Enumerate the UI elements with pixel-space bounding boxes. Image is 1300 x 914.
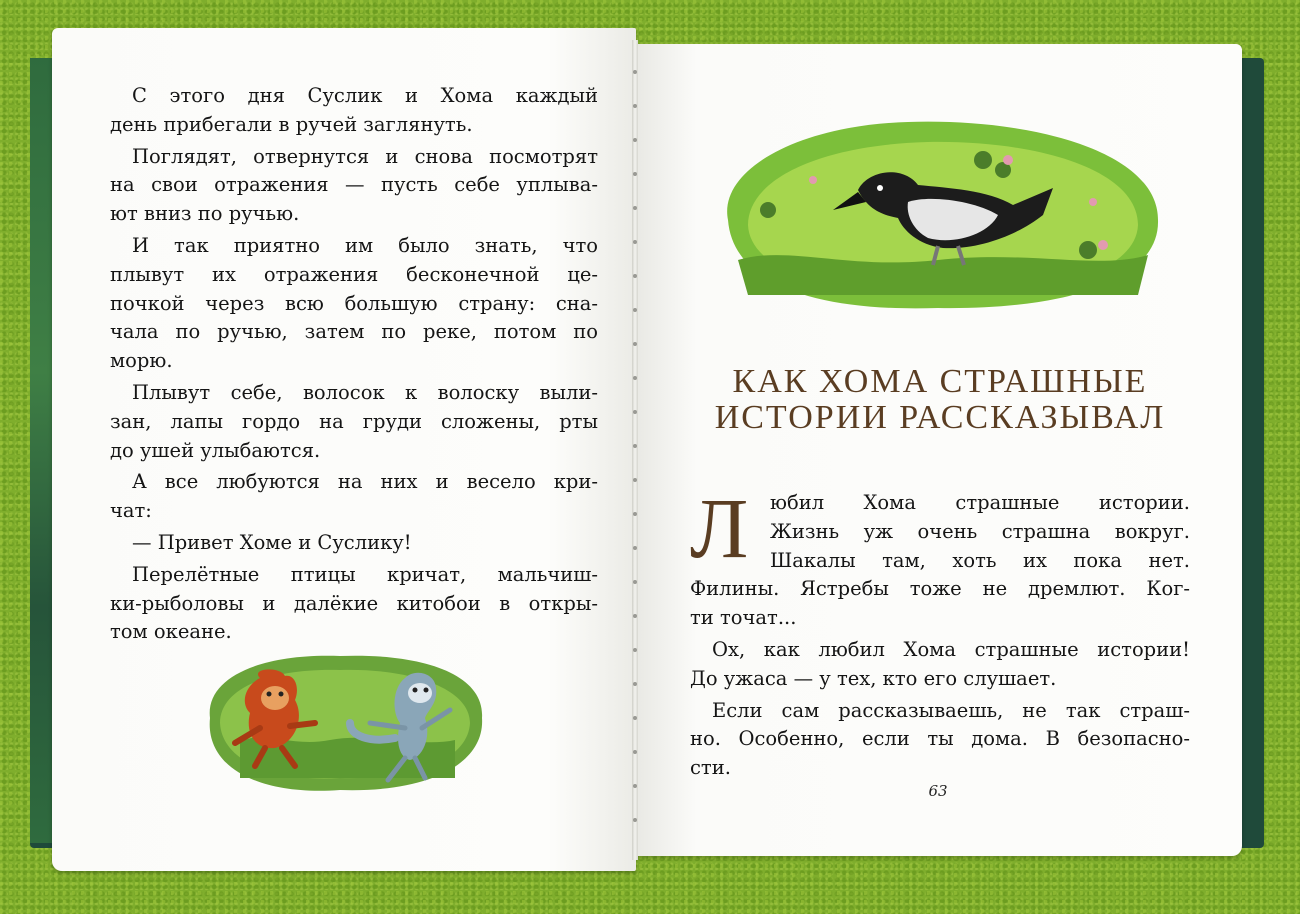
chapter-title <box>690 365 1190 435</box>
stitch-dot <box>633 138 637 142</box>
stitch-dot <box>633 376 637 380</box>
text-line: зан, лапы гордо на груди сложены, рты <box>110 409 598 433</box>
text-line: том океане. <box>110 620 232 644</box>
text-line: ки-рыболовы и далёкие китобои в откры- <box>110 591 598 615</box>
stitch-dot <box>633 750 637 754</box>
left-page-text <box>110 82 598 647</box>
text-line: ют вниз по ручью. <box>110 202 300 226</box>
text-line: до ушей улыбаются. <box>110 438 321 462</box>
text-line: И так приятно им было знать, что <box>132 233 598 257</box>
text-line: на свои отражения — пусть себе уплыва- <box>110 173 598 197</box>
text-line: сти. <box>690 756 731 780</box>
chapter-title-line-1: КАК ХОМА СТРАШНЫЕ <box>732 363 1148 400</box>
text-line: чала по ручью, затем по реке, потом по <box>110 320 598 344</box>
stitch-dot <box>633 682 637 686</box>
crow-in-grass-illustration <box>708 110 1168 315</box>
text-line: С этого дня Суслик и Хома каждый <box>132 84 598 107</box>
text-line: плывут их отражения бесконечной це- <box>110 262 598 286</box>
right-page-text <box>690 480 1190 783</box>
hamster-and-gopher-illustration <box>200 648 490 798</box>
text-line: Плывут себе, волосок к волоску выли- <box>132 380 598 404</box>
text-line: почкой через всю большую страну: сна- <box>110 291 598 315</box>
stitch-dot <box>633 546 637 550</box>
text-line: Филины. Ястребы тоже не дремлют. Ког- <box>690 577 1190 601</box>
stitch-dot <box>633 342 637 346</box>
stitch-dot <box>633 580 637 584</box>
text-line: Перелётные птицы кричат, мальчиш- <box>132 562 598 586</box>
text-line: чат: <box>110 499 152 523</box>
stitch-dot <box>633 240 637 244</box>
text-line: морю. <box>110 349 173 373</box>
stitch-dot <box>633 444 637 448</box>
stitch-dot <box>633 308 637 312</box>
text-line: А все любуются на них и весело кри- <box>132 470 598 494</box>
stitch-dot <box>633 784 637 788</box>
text-line: Поглядят, отвернутся и снова посмотрят <box>132 144 598 168</box>
book-gutter <box>632 40 638 860</box>
text-line: день прибегали в ручей заглянуть. <box>110 112 473 136</box>
text-line: юбил Хома страшные истории. <box>770 491 1190 514</box>
text-line: Жизнь уж очень страшна вокруг. <box>770 519 1190 543</box>
text-line: До ужаса — у тех, кто его слушает. <box>690 666 1057 690</box>
text-line: Если сам рассказываешь, не так страш- <box>712 698 1190 722</box>
stitch-dot <box>633 206 637 210</box>
text-line: — Привет Хоме и Суслику! <box>132 530 412 554</box>
text-line: Ох, как любил Хома страшные истории! <box>712 637 1190 661</box>
stitch-dot <box>633 614 637 618</box>
stitch-dot <box>633 818 637 822</box>
text-line: ти точат... <box>690 606 797 630</box>
stitch-dot <box>633 274 637 278</box>
stitch-dot <box>633 512 637 516</box>
chapter-title-line-2: ИСТОРИИ РАССКАЗЫВАЛ <box>714 399 1166 436</box>
stitch-dot <box>633 716 637 720</box>
stitch-dot <box>633 70 637 74</box>
stitch-dot <box>633 648 637 652</box>
stitch-dot <box>633 104 637 108</box>
stitch-dot <box>633 410 637 414</box>
text-line: но. Особенно, если ты дома. В безопасно- <box>690 727 1190 751</box>
stitch-dot <box>633 478 637 482</box>
text-line: Шакалы там, хоть их пока нет. <box>770 548 1190 572</box>
stitch-dot <box>633 172 637 176</box>
page-number: 63 <box>928 782 948 800</box>
drop-cap: Л <box>690 480 749 576</box>
